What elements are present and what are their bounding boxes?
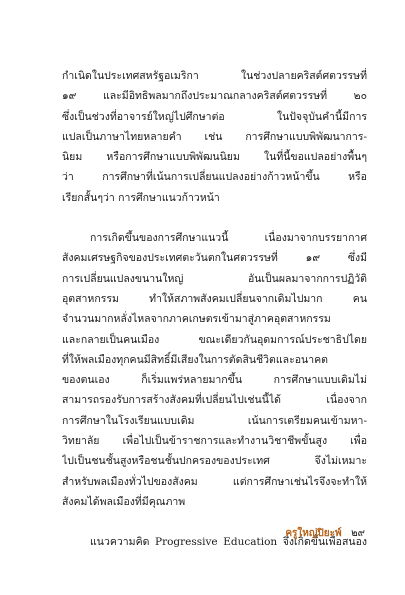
running-title: ครูใหญ่ปิยะพ์ <box>285 528 342 539</box>
text-line: เรียกสั้นๆว่า การศึกษาแนวก้าวหน้า <box>62 191 220 204</box>
text-line: ๑๙ และมีอิทธิพลมากถึงประมาณกลางคริสต์ศตวรรษที่ ๒๐ <box>62 90 367 103</box>
text-line: ซึ่งเป็นช่วงที่อาจารย์ใหญ่ไปศึกษาต่อ ในปัจจุบันคำนี้มีการ <box>62 110 367 123</box>
text-line: สำหรับพลเมืองทั่วไปของสังคม แต่การศึกษาเช่นไรจึงจะทำให้ <box>62 475 367 488</box>
text-line: แปลเป็นภาษาไทยหลายคำ เช่น การศึกษาแบบพิพัฒนาการ- <box>62 130 367 143</box>
page-footer <box>285 526 365 541</box>
paragraph-2 <box>62 228 367 512</box>
text-line: การเกิดขึ้นของการศึกษาแนวนี้ เนื่องมาจากบรรยากาศ <box>90 232 367 245</box>
text-line: จำนวนมากหลั่งไหลจากภาคเกษตรเข้ามาสู่ภาคอุตสาหกรรม <box>62 313 331 326</box>
text-line: วิทยาลัย เพื่อไปเป็นข้าราชการและทำงานวิชาชีพขั้นสูง เพื่อ <box>62 435 367 448</box>
text-line: สังคมเศรษฐกิจของประเทศตะวันตกในศตวรรษที่ ๑๙ ซึ่งมี <box>62 252 367 265</box>
text-line: อุตสาหกรรม ทำให้สภาพสังคมเปลี่ยนจากเดิมไปมาก คน <box>62 292 367 305</box>
text-line: สังคมได้พลเมืองที่มีคุณภาพ <box>62 495 186 508</box>
text-line: และกลายเป็นคนเมือง ขณะเดียวกันอุดมการณ์ประชาธิปไตย <box>62 333 367 346</box>
page-number: ๒๙ <box>351 528 365 539</box>
text-line: ไปเป็นชนชั้นสูงหรือชนชั้นปกครองของประเทศ จึงไม่เหมาะ <box>62 455 367 468</box>
text-line: การศึกษาในโรงเรียนแบบเดิม เน้นการเตรียมคนเข้ามหา- <box>62 414 367 427</box>
text-line: ที่ให้พลเมืองทุกคนมีสิทธิ์มีเสียงในการตัดสินชีวิตและอนาคต <box>62 353 328 366</box>
text-line: สามารถรองรับการสร้างสังคมที่เปลี่ยนไปเช่นนี้ได้ เนื่องจาก <box>62 394 367 407</box>
paragraph-spacer <box>62 208 367 228</box>
text-line: ของตนเอง ก็เริ่มแพร่หลายมากขึ้น การศึกษาแบบเดิมไม่ <box>62 374 367 387</box>
document-page <box>62 66 367 553</box>
text-line: แนวความคิด Progressive Education จึงเกิดขึ้นเพื่อสนอง <box>90 536 367 549</box>
text-line: กำเนิดในประเทศสหรัฐอเมริกา ในช่วงปลายคริสต์ศตวรรษที่ <box>62 70 367 82</box>
text-line: ว่า การศึกษาที่เน้นการเปลี่ยนแปลงอย่างก้าวหน้าขึ้น หรือ <box>62 171 367 184</box>
text-line: การเปลี่ยนแปลงขนานใหญ่ อันเป็นผลมาจากการปฏิวัติ <box>62 272 367 285</box>
paragraph-1 <box>62 66 367 208</box>
text-line: นิยม หรือการศึกษาแบบพิพัฒนนิยม ในที่นี้ขอแปลอย่างพื้นๆ <box>62 151 367 164</box>
